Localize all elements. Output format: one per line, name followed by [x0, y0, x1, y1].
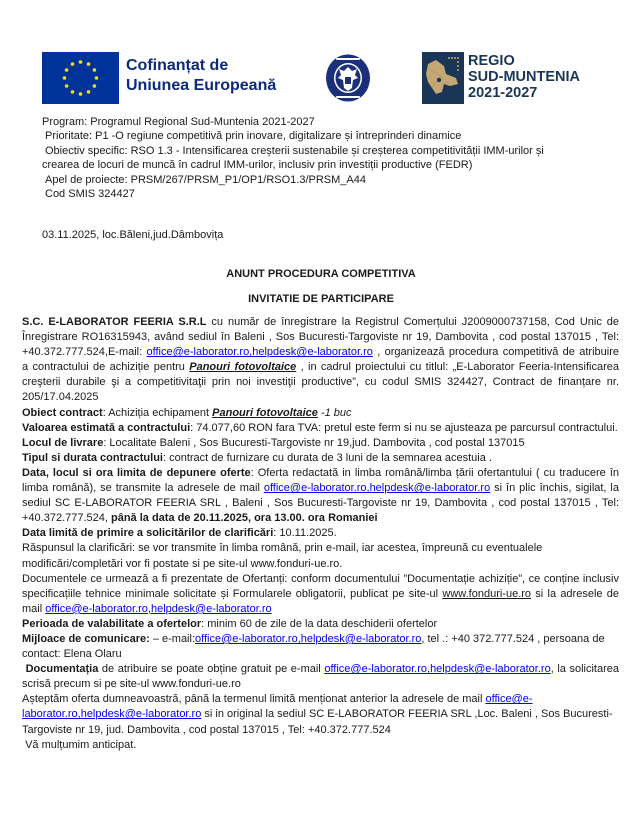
obiect-product: Panouri fotovoltaice [212, 406, 318, 419]
eu-label-line2: Uniunea Europeană [126, 77, 277, 94]
intro-text-1: cu număr de înregistrare la Registrul Comerțului J2009000737158, Cod Unic de Înregistrare RO16315943, având sediul în Baleni , Sos Bucuresti-Targoviste nr 19, Dambovita , cod postal 137015 , Tel: +40.372.777.524,E-mail: [22, 316, 619, 359]
header-logos [42, 52, 602, 104]
tip-label: Tipul si durata contractului [22, 451, 163, 464]
valabilitate-text: : minim 60 de zile de la data deschiderii ofertelor [201, 617, 438, 630]
livrare-text: : Localitate Baleni , Sos Bucuresti-Targoviste nr 19,jud. Dambovita , cod postal 137015 [103, 436, 525, 449]
obiect-label: Obiect contract [22, 406, 103, 419]
valabilitate-label: Perioada de valabilitate a ofertelor [22, 617, 202, 630]
intro-text-3: , in cadrul proiectului cu titlul: „E-Laborator Feeria-Intensificarea creşterii durabile şi a competitivitaţii prin noi investiţii productive”, cu codul SMIS 324427, Contract de finanțare nr. 205/17.04.2025 [22, 361, 619, 404]
regio-label-line2: SUD-MUNTENIA [468, 69, 580, 85]
prioritate-line: Prioritate: P1 -O regiune competitivă prin inovare, digitalizare și întreprinderi dinamice [45, 130, 462, 143]
guvernul-romaniei-seal-icon [324, 53, 372, 103]
obiect-qty: -1 buc [317, 406, 352, 419]
obiect-text: : Achiziția echipament [102, 406, 213, 419]
documentatia-atribuire [22, 662, 619, 692]
comunicare-text-1: – e-mail: [149, 632, 196, 645]
depunere-label: Data, locul si ora limita de depunere oferte [22, 466, 251, 479]
regio-label [468, 53, 580, 101]
announcement-body [22, 315, 619, 753]
regio-label-line3: 2021-2027 [468, 85, 538, 101]
documente-text-2: si la adresele de mail [22, 587, 619, 615]
raspuns-clarificari: Răspunsul la clarificări: se vor transmite în limba română, prin e-mail, iar acestea, împreună cu eventualele modificări/completări vor fi postate si pe site-ul www.fonduri-ue.ro. [22, 542, 543, 570]
mijloace-comunicare [22, 632, 619, 662]
email-link[interactable]: office@e-laborator.ro,helpdesk@e-laborator.ro [22, 693, 533, 721]
valoare-text: : 74.077,60 RON fara TVA: pretul este ferm si nu se ajusteaza pe parcursul contractului. [190, 421, 618, 434]
depunere-text-1: : Oferta redactată in limba română/limba țării ofertantului ( cu traducere în limba română), se transmite la adresele de mail [22, 466, 619, 495]
valabilitate-oferte [22, 617, 619, 632]
regio-label-line1: REGIO [468, 53, 515, 69]
depunere-deadline: până la data de 20.11.2025, ora 13.00. ora Romaniei [111, 512, 378, 525]
asteptam-text-2: si in original la sediul SC E-LABORATOR FEERIA SRL ,Loc. Baleni , Sos Bucuresti-Targoviste nr 19, jud. Dambovita , cod postal 137015 , Tel: +40.372.777.524 [22, 708, 613, 736]
date-place: 03.11.2025, loc.Băleni,jud.Dâmbovița [42, 229, 224, 241]
obiectiv-line-1: Obiectiv specific: RSO 1.3 - Intensificarea creșterii sustenabile și creșterea competitivității IMM-urilor și [45, 144, 544, 157]
invitation-title: INVITATIE DE PARTICIPARE [248, 293, 394, 305]
apel-line: Apel de proiecte: PRSM/267/PRSM_P1/OP1/RSO1.3/PRSM_A44 [45, 173, 366, 186]
obiectiv-line-2: crearea de locuri de muncă în cadrul IMM-urilor, inclusiv prin investiții productive (FEDR) [42, 159, 473, 172]
multumim-text: Vă mulțumim anticipat. [25, 738, 137, 751]
locul-livrare [22, 436, 619, 451]
clarificari-deadline [22, 526, 619, 541]
email-link[interactable]: office@e-laborator.ro,helpdesk@e-laborator.ro [195, 632, 422, 645]
site-link[interactable]: www.fonduri-ue.ro [442, 587, 532, 600]
eu-flag-icon [42, 52, 119, 104]
tip-text: : contract de furnizare cu durata de 3 luni de la semnarea acestuia . [162, 451, 492, 464]
clarificari-label: Data limită de primire a solicitărilor de clarificări [22, 527, 274, 540]
asteptam-oferta [22, 692, 619, 737]
obiect-contract [22, 406, 619, 421]
documentatia-text-2: , la solicitarea scrisă precum si pe site-ul www.fonduri-ue.ro [22, 663, 619, 691]
product-name: Panouri fotovoltaice [189, 361, 297, 374]
documentatia-label: Documentația [25, 663, 99, 676]
documente-ofertanti [22, 572, 619, 617]
eu-cofinanced-label [126, 56, 276, 96]
comunicare-text-2: , tel .: +40 372.777.524 , persoana de contact: Elena Olaru [22, 632, 605, 661]
program-line: Program: Programul Regional Sud-Muntenia 2021-2027 [42, 116, 315, 128]
valoare-label: Valoarea estimată a contractului [22, 421, 191, 434]
email-link[interactable]: office@e-laborator.ro,helpdesk@e-laborator.ro [263, 482, 491, 495]
company-name: S.C. E-LABORATOR FEERIA S.R.L [22, 316, 207, 328]
eu-label-line1: Cofinanțat de [126, 57, 229, 74]
clarificari-text: : 10.11.2025. [273, 527, 337, 540]
tipul-durata [22, 451, 619, 466]
cod-smis-line: Cod SMIS 324427 [45, 188, 135, 201]
valoare-estimata [22, 421, 619, 436]
documente-text-1: Documentele ce urmează a fi prezentate de Ofertanți: conform documentului ”Documentație achiziție”, ce conține inclusiv specificațiile tehnice minimale solicitate și Formularele obligatorii, publicat pe site-ul [22, 572, 619, 600]
project-metadata [42, 115, 602, 201]
asteptam-text-1: Așteptăm oferta dumneavoastră, până la termenul limită menționat anterior la adresele de mail [22, 693, 486, 706]
comunicare-label: Mijloace de comunicare: [22, 632, 150, 645]
regio-sud-muntenia-map-icon [422, 52, 464, 104]
email-link[interactable]: office@e-laborator.ro,helpdesk@e-laborator.ro [324, 663, 551, 676]
depunere-text-2: si în plic închis, sigilat, la sediul SC E-LABORATOR FEERIA SRL , Baleni , Sos Bucuresti-Targoviste nr 19, Dambovita , cod postal 137015 , Tel: +40.372.777.524, [22, 482, 619, 525]
multumim [22, 738, 619, 753]
email-link[interactable]: office@e-laborator.ro,helpdesk@e-laborator.ro [45, 602, 272, 615]
intro-paragraph [22, 315, 619, 406]
intro-text-2: , organizează procedura competitivă de atribuire a contractului de achiziție pentru [22, 346, 619, 374]
email-link[interactable]: office@e-laborator.ro,helpdesk@e-laborator.ro [146, 346, 373, 359]
announcement-title: ANUNT PROCEDURA COMPETITIVA [226, 268, 416, 280]
depunere-oferte [22, 466, 619, 526]
documentatia-text-1: de atribuire se poate obține gratuit pe e-mail [98, 663, 325, 676]
livrare-label: Locul de livrare [22, 436, 104, 449]
